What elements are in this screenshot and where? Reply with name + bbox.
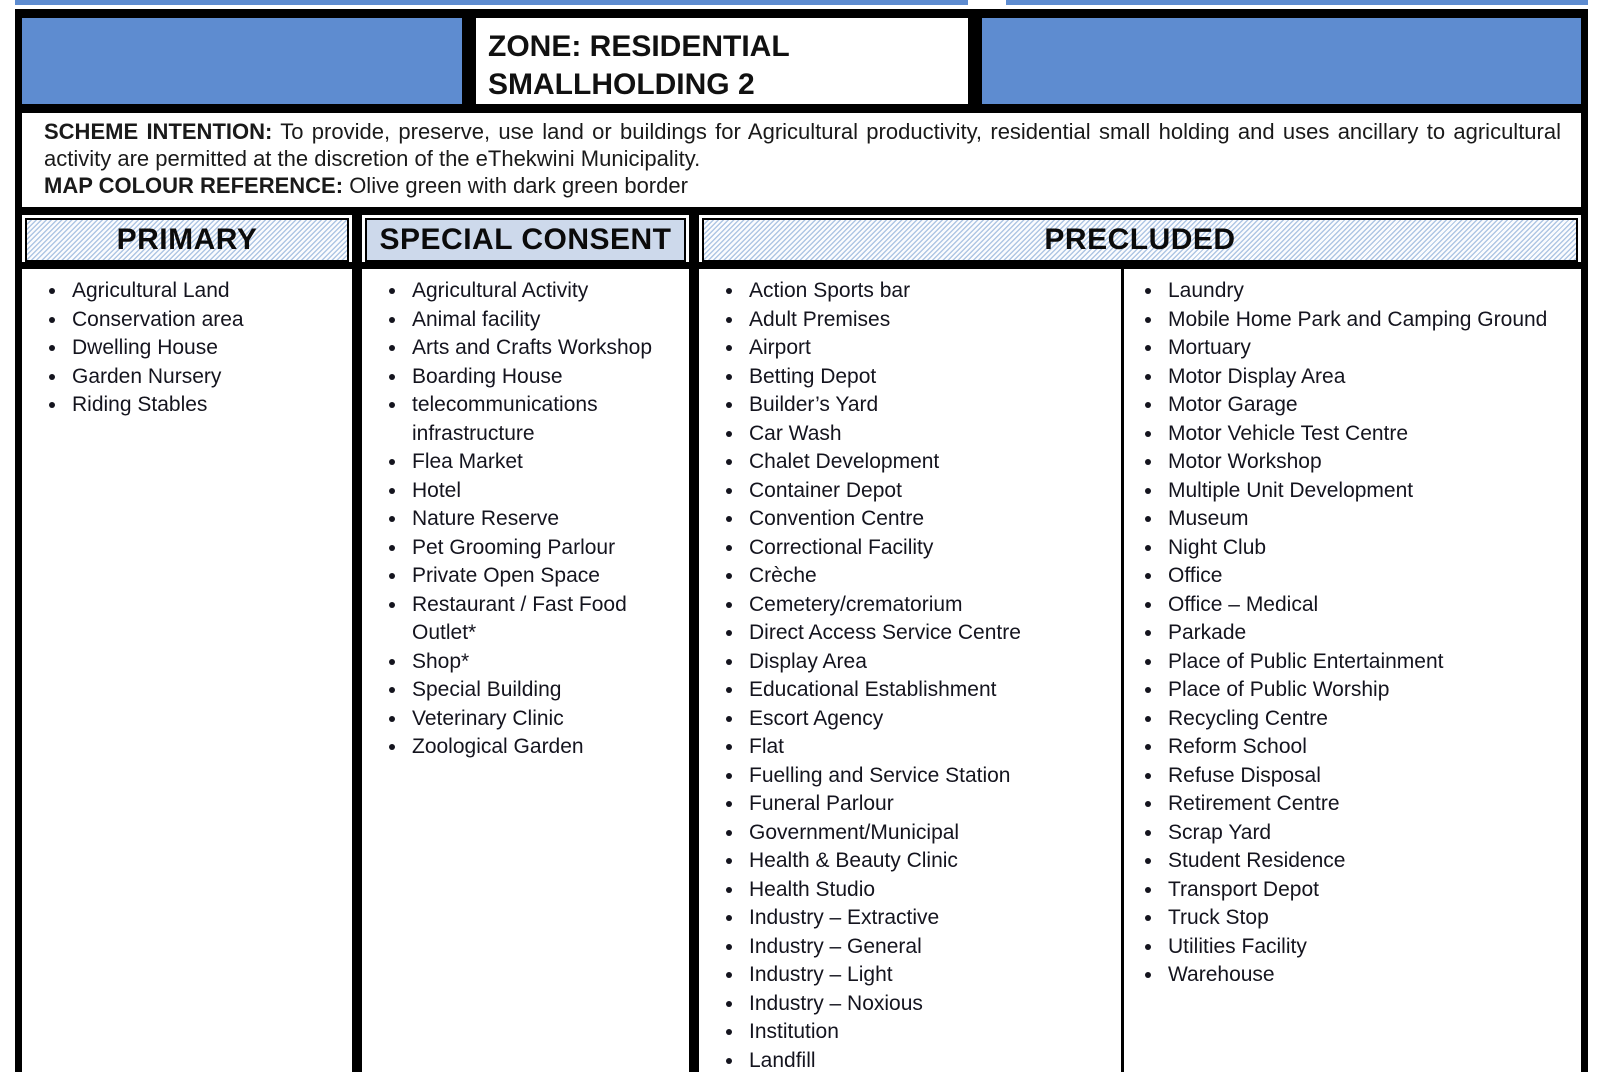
use-columns (22, 215, 1581, 1072)
list-item: • Boarding House (408, 363, 689, 392)
list-item: • Pet Grooming Parlour (408, 534, 689, 563)
list-item: • Riding Stables (68, 391, 352, 420)
list-item: • Landfill (745, 1047, 1121, 1072)
list-item: • Cemetery/crematorium (745, 591, 1121, 620)
list-item: • Office – Medical (1164, 591, 1572, 620)
list-item: • Funeral Parlour (745, 790, 1121, 819)
list-item: • Parkade (1164, 619, 1572, 648)
precluded-list-1 (699, 277, 1121, 1072)
list-item: • Laundry (1164, 277, 1572, 306)
list-item: • Betting Depot (745, 363, 1121, 392)
special-consent-header-wrap (362, 215, 689, 269)
list-item: • Educational Establishment (745, 676, 1121, 705)
list-item: • Retirement Centre (1164, 790, 1572, 819)
list-item: • Place of Public Entertainment (1164, 648, 1572, 677)
list-item: • telecommunications infrastructure (408, 391, 689, 448)
list-item: • Zoological Garden (408, 733, 689, 762)
list-item: • Industry – General (745, 933, 1121, 962)
list-item: • Motor Garage (1164, 391, 1572, 420)
list-item: • Adult Premises (745, 306, 1121, 335)
list-item: • Health & Beauty Clinic (745, 847, 1121, 876)
list-item: • Animal facility (408, 306, 689, 335)
list-item: • Dwelling House (68, 334, 352, 363)
list-item: • Agricultural Activity (408, 277, 689, 306)
list-item: • Escort Agency (745, 705, 1121, 734)
list-item: • Builder’s Yard (745, 391, 1121, 420)
primary-header: PRIMARY (25, 218, 349, 262)
list-item: • Warehouse (1164, 961, 1572, 990)
map-colour-reference-label: MAP COLOUR REFERENCE: (44, 173, 344, 198)
list-item: • Arts and Crafts Workshop (408, 334, 689, 363)
precluded-header-wrap (699, 215, 1581, 269)
list-item: • Chalet Development (745, 448, 1121, 477)
title-row (22, 18, 1581, 113)
list-item: • Nature Reserve (408, 505, 689, 534)
list-item: • Flat (745, 733, 1121, 762)
list-item: • Recycling Centre (1164, 705, 1572, 734)
list-item: • Government/Municipal (745, 819, 1121, 848)
special-consent-header: SPECIAL CONSENT (365, 218, 686, 262)
list-item: • Garden Nursery (68, 363, 352, 392)
precluded-header: PRECLUDED (702, 218, 1578, 262)
special-consent-list-area (362, 269, 689, 1072)
list-item: • Refuse Disposal (1164, 762, 1572, 791)
precluded-subcolumn-2 (1124, 269, 1581, 1072)
special-consent-list (362, 277, 689, 762)
list-item: • Place of Public Worship (1164, 676, 1572, 705)
map-colour-reference-text (44, 172, 1561, 199)
column-precluded (699, 215, 1581, 1072)
list-item: • Office (1164, 562, 1572, 591)
primary-list-area (22, 269, 352, 1072)
list-item: • Scrap Yard (1164, 819, 1572, 848)
list-item: • Veterinary Clinic (408, 705, 689, 734)
list-item: • Motor Vehicle Test Centre (1164, 420, 1572, 449)
list-item: • Action Sports bar (745, 277, 1121, 306)
list-item: • Correctional Facility (745, 534, 1121, 563)
list-item: • Multiple Unit Development (1164, 477, 1572, 506)
list-item: • Mobile Home Park and Camping Ground (1164, 306, 1572, 335)
scheme-intention-label: SCHEME INTENTION: (44, 119, 273, 144)
list-item: • Motor Workshop (1164, 448, 1572, 477)
list-item: • Special Building (408, 676, 689, 705)
list-item: • Motor Display Area (1164, 363, 1572, 392)
list-item: • Flea Market (408, 448, 689, 477)
list-item: • Transport Depot (1164, 876, 1572, 905)
precluded-list-2 (1124, 277, 1572, 990)
zoning-table (15, 9, 1588, 1072)
scheme-intention-section (22, 113, 1581, 215)
list-item: • Fuelling and Service Station (745, 762, 1121, 791)
list-item: • Conservation area (68, 306, 352, 335)
list-item: • Display Area (745, 648, 1121, 677)
list-item: • Airport (745, 334, 1121, 363)
list-item: • Container Depot (745, 477, 1121, 506)
list-item: • Industry – Light (745, 961, 1121, 990)
primary-list (22, 277, 352, 420)
list-item: • Health Studio (745, 876, 1121, 905)
list-item: • Industry – Extractive (745, 904, 1121, 933)
column-special-consent (362, 215, 689, 1072)
scheme-intention-text (44, 118, 1561, 172)
list-item: • Hotel (408, 477, 689, 506)
map-colour-reference-body: Olive green with dark green border (349, 173, 688, 198)
list-item: • Museum (1164, 505, 1572, 534)
list-item: • Agricultural Land (68, 277, 352, 306)
list-item: • Shop* (408, 648, 689, 677)
list-item: • Institution (745, 1018, 1121, 1047)
column-primary (22, 215, 352, 1072)
list-item: • Car Wash (745, 420, 1121, 449)
list-item: • Mortuary (1164, 334, 1572, 363)
list-item: • Convention Centre (745, 505, 1121, 534)
precluded-subcolumn-1 (699, 269, 1124, 1072)
scheme-intention-body: To provide, preserve, use land or buildings for Agricultural productivity, residential small holding and uses ancillary to agricultural activity are permitted at the discretion of the eThekwini Municipality. (44, 119, 1561, 171)
list-item: • Utilities Facility (1164, 933, 1572, 962)
list-item: • Restaurant / Fast Food Outlet* (408, 591, 689, 648)
list-item: • Direct Access Service Centre (745, 619, 1121, 648)
primary-header-wrap (22, 215, 352, 269)
list-item: • Truck Stop (1164, 904, 1572, 933)
list-item: • Private Open Space (408, 562, 689, 591)
list-item: • Reform School (1164, 733, 1572, 762)
list-item: • Industry – Noxious (745, 990, 1121, 1019)
list-item: • Night Club (1164, 534, 1572, 563)
blue-banner-right (982, 18, 1581, 104)
precluded-lists (699, 269, 1581, 1072)
blue-banner-left (22, 18, 462, 104)
list-item: • Crèche (745, 562, 1121, 591)
zone-title: ZONE: RESIDENTIAL SMALLHOLDING 2 (476, 18, 968, 104)
list-item: • Student Residence (1164, 847, 1572, 876)
